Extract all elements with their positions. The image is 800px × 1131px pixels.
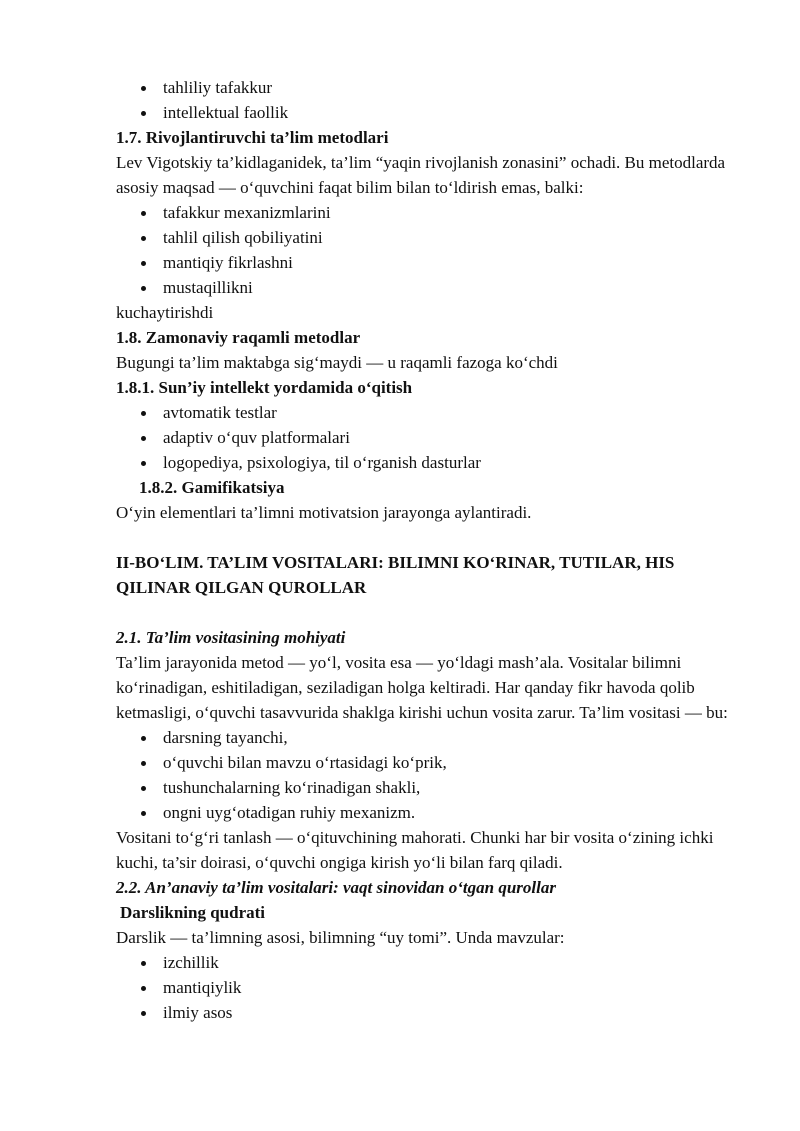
spacer (116, 525, 746, 550)
paragraph: O‘yin elementlari ta’limni motivatsion jarayonga aylantiradi. (116, 503, 532, 522)
spacer (116, 600, 746, 625)
paragraph: Lev Vigotskiy ta’kidlaganidek, ta’lim “yaqin rivojlanish zonasini” ochadi. Bu metodlarda asosiy maqsad — o‘quvchini faqat bilim bilan to‘ldirish emas, balki: (116, 153, 726, 197)
list-item: izchillik (116, 950, 746, 975)
list-item: ilmiy asos (116, 1000, 746, 1025)
bullet-list-1-7 (116, 200, 746, 300)
section-heading-1-8-2: 1.8.2. Gamifikatsiya (139, 478, 285, 497)
bullet-list-1-8-1 (116, 400, 746, 475)
list-item: avtomatik testlar (116, 400, 746, 425)
list-item: ongni uyg‘otadigan ruhiy mexanizm. (116, 800, 746, 825)
section-heading-1-8-1: 1.8.1. Sun’iy intellekt yordamida o‘qitish (116, 378, 413, 397)
list-item: mantiqiylik (116, 975, 746, 1000)
list-item: intellektual faollik (116, 100, 746, 125)
document-content (116, 75, 746, 1025)
bullet-list-2-1 (116, 725, 746, 825)
list-item: tahlil qilish qobiliyatini (116, 225, 746, 250)
section-heading-1-7: 1.7. Rivojlantiruvchi ta’lim metodlari (116, 128, 389, 147)
list-item: mantiqiy fikrlashni (116, 250, 746, 275)
list-item: adaptiv o‘quv platformalari (116, 425, 746, 450)
bullet-list-2-2 (116, 950, 746, 1025)
bullet-list-top (116, 75, 746, 125)
list-item: tushunchalarning ko‘rinadigan shakli, (116, 775, 746, 800)
section-heading-1-8: 1.8. Zamonaviy raqamli metodlar (116, 328, 361, 347)
section-heading-2-2: 2.2. An’anaviy ta’lim vositalari: vaqt sinovidan o‘tgan qurollar (116, 878, 556, 897)
paragraph: kuchaytirishdi (116, 303, 214, 322)
list-item: logopediya, psixologiya, til o‘rganish dasturlar (116, 450, 746, 475)
list-item: tafakkur mexanizmlarini (116, 200, 746, 225)
list-item: mustaqillikni (116, 275, 746, 300)
paragraph: Vositani to‘g‘ri tanlash — o‘qituvchining mahorati. Chunki har bir vosita o‘zining ichki kuchi, ta’sir doirasi, o‘quvchi ongiga kirish yo‘li bilan farq qiladi. (116, 828, 714, 872)
subheading: Darslikning qudrati (120, 903, 266, 922)
list-item: tahliliy tafakkur (116, 75, 746, 100)
list-item: darsning tayanchi, (116, 725, 746, 750)
section-heading-2-1: 2.1. Ta’lim vositasining mohiyati (116, 628, 346, 647)
paragraph: Darslik — ta’limning asosi, bilimning “uy tomi”. Unda mavzular: (116, 928, 565, 947)
list-item: o‘quvchi bilan mavzu o‘rtasidagi ko‘prik, (116, 750, 746, 775)
paragraph: Ta’lim jarayonida metod — yo‘l, vosita esa — yo‘ldagi mash’ala. Vositalar bilimni ko‘rinadigan, eshitiladigan, seziladigan holga keltiradi. Har qanday fikr havoda qolib ketmasligi, o‘quvchi tasavvurida shaklga kirishi uchun vosita zarur. Ta’lim vositasi — bu: (116, 653, 728, 722)
paragraph: Bugungi ta’lim maktabga sig‘maydi — u raqamli fazoga ko‘chdi (116, 353, 558, 372)
part-title: II-BO‘LIM. TA’LIM VOSITALARI: BILIMNI KO‘RINAR, TUTILAR, HIS QILINAR QILGAN QUROLLAR (116, 553, 675, 597)
